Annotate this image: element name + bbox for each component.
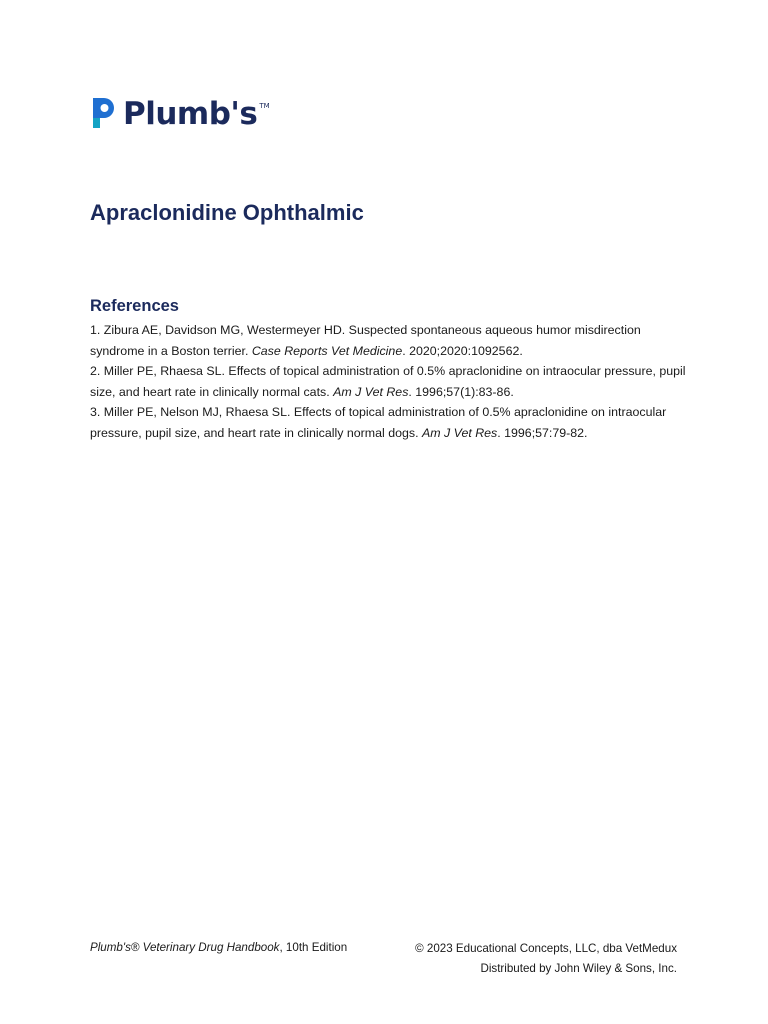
- footer-book-info: [90, 939, 347, 957]
- reference-citation: . 1996;57(1):83-86.: [408, 384, 514, 399]
- footer-edition: , 10th Edition: [279, 941, 348, 954]
- reference-citation: . 2020;2020:1092562.: [402, 343, 523, 358]
- footer-copyright: © 2023 Educational Concepts, LLC, dba VetMedux: [415, 942, 677, 955]
- reference-journal: Am J Vet Res: [333, 384, 409, 399]
- reference-citation: . 1996;57:79-82.: [497, 425, 588, 440]
- reference-authors-title: Zibura AE, Davidson MG, Westermeyer HD. Suspected spontaneous aqueous humor misdirection syndrome in a Boston terrier.: [90, 323, 641, 358]
- reference-item-1: [90, 320, 690, 361]
- footer-book-title: Plumb's® Veterinary Drug Handbook: [90, 941, 280, 954]
- plumbs-logo: [91, 94, 270, 130]
- page-title: Apraclonidine Ophthalmic: [90, 200, 364, 225]
- footer-publisher-info: [415, 939, 677, 978]
- reference-number: 1.: [90, 323, 104, 337]
- reference-journal: Case Reports Vet Medicine: [251, 343, 403, 358]
- reference-number: 3.: [90, 405, 104, 420]
- footer-distributor: Distributed by John Wiley & Sons, Inc.: [480, 961, 677, 975]
- plumbs-p-logo-icon: [91, 96, 117, 130]
- reference-item-3: [90, 402, 690, 443]
- reference-journal: Am J Vet Res: [421, 425, 498, 440]
- trademark-symbol: TM: [259, 102, 270, 110]
- reference-authors-title: Miller PE, Rhaesa SL. Effects of topical administration of 0.5% apraclonidine on intraocular pressure, pupil size, and heart rate in clinically normal cats.: [90, 364, 686, 399]
- reference-authors-title: Miller PE, Nelson MJ, Rhaesa SL. Effects of topical administration of 0.5% apraclonidine on intraocular pressure, pupil size, and heart rate in clinically normal dogs.: [90, 405, 667, 440]
- references-heading: References: [90, 297, 179, 315]
- logo-wordmark: Plumb's: [123, 96, 258, 132]
- reference-item-2: [90, 361, 690, 402]
- reference-number: 2.: [90, 364, 104, 379]
- references-list: [90, 320, 690, 444]
